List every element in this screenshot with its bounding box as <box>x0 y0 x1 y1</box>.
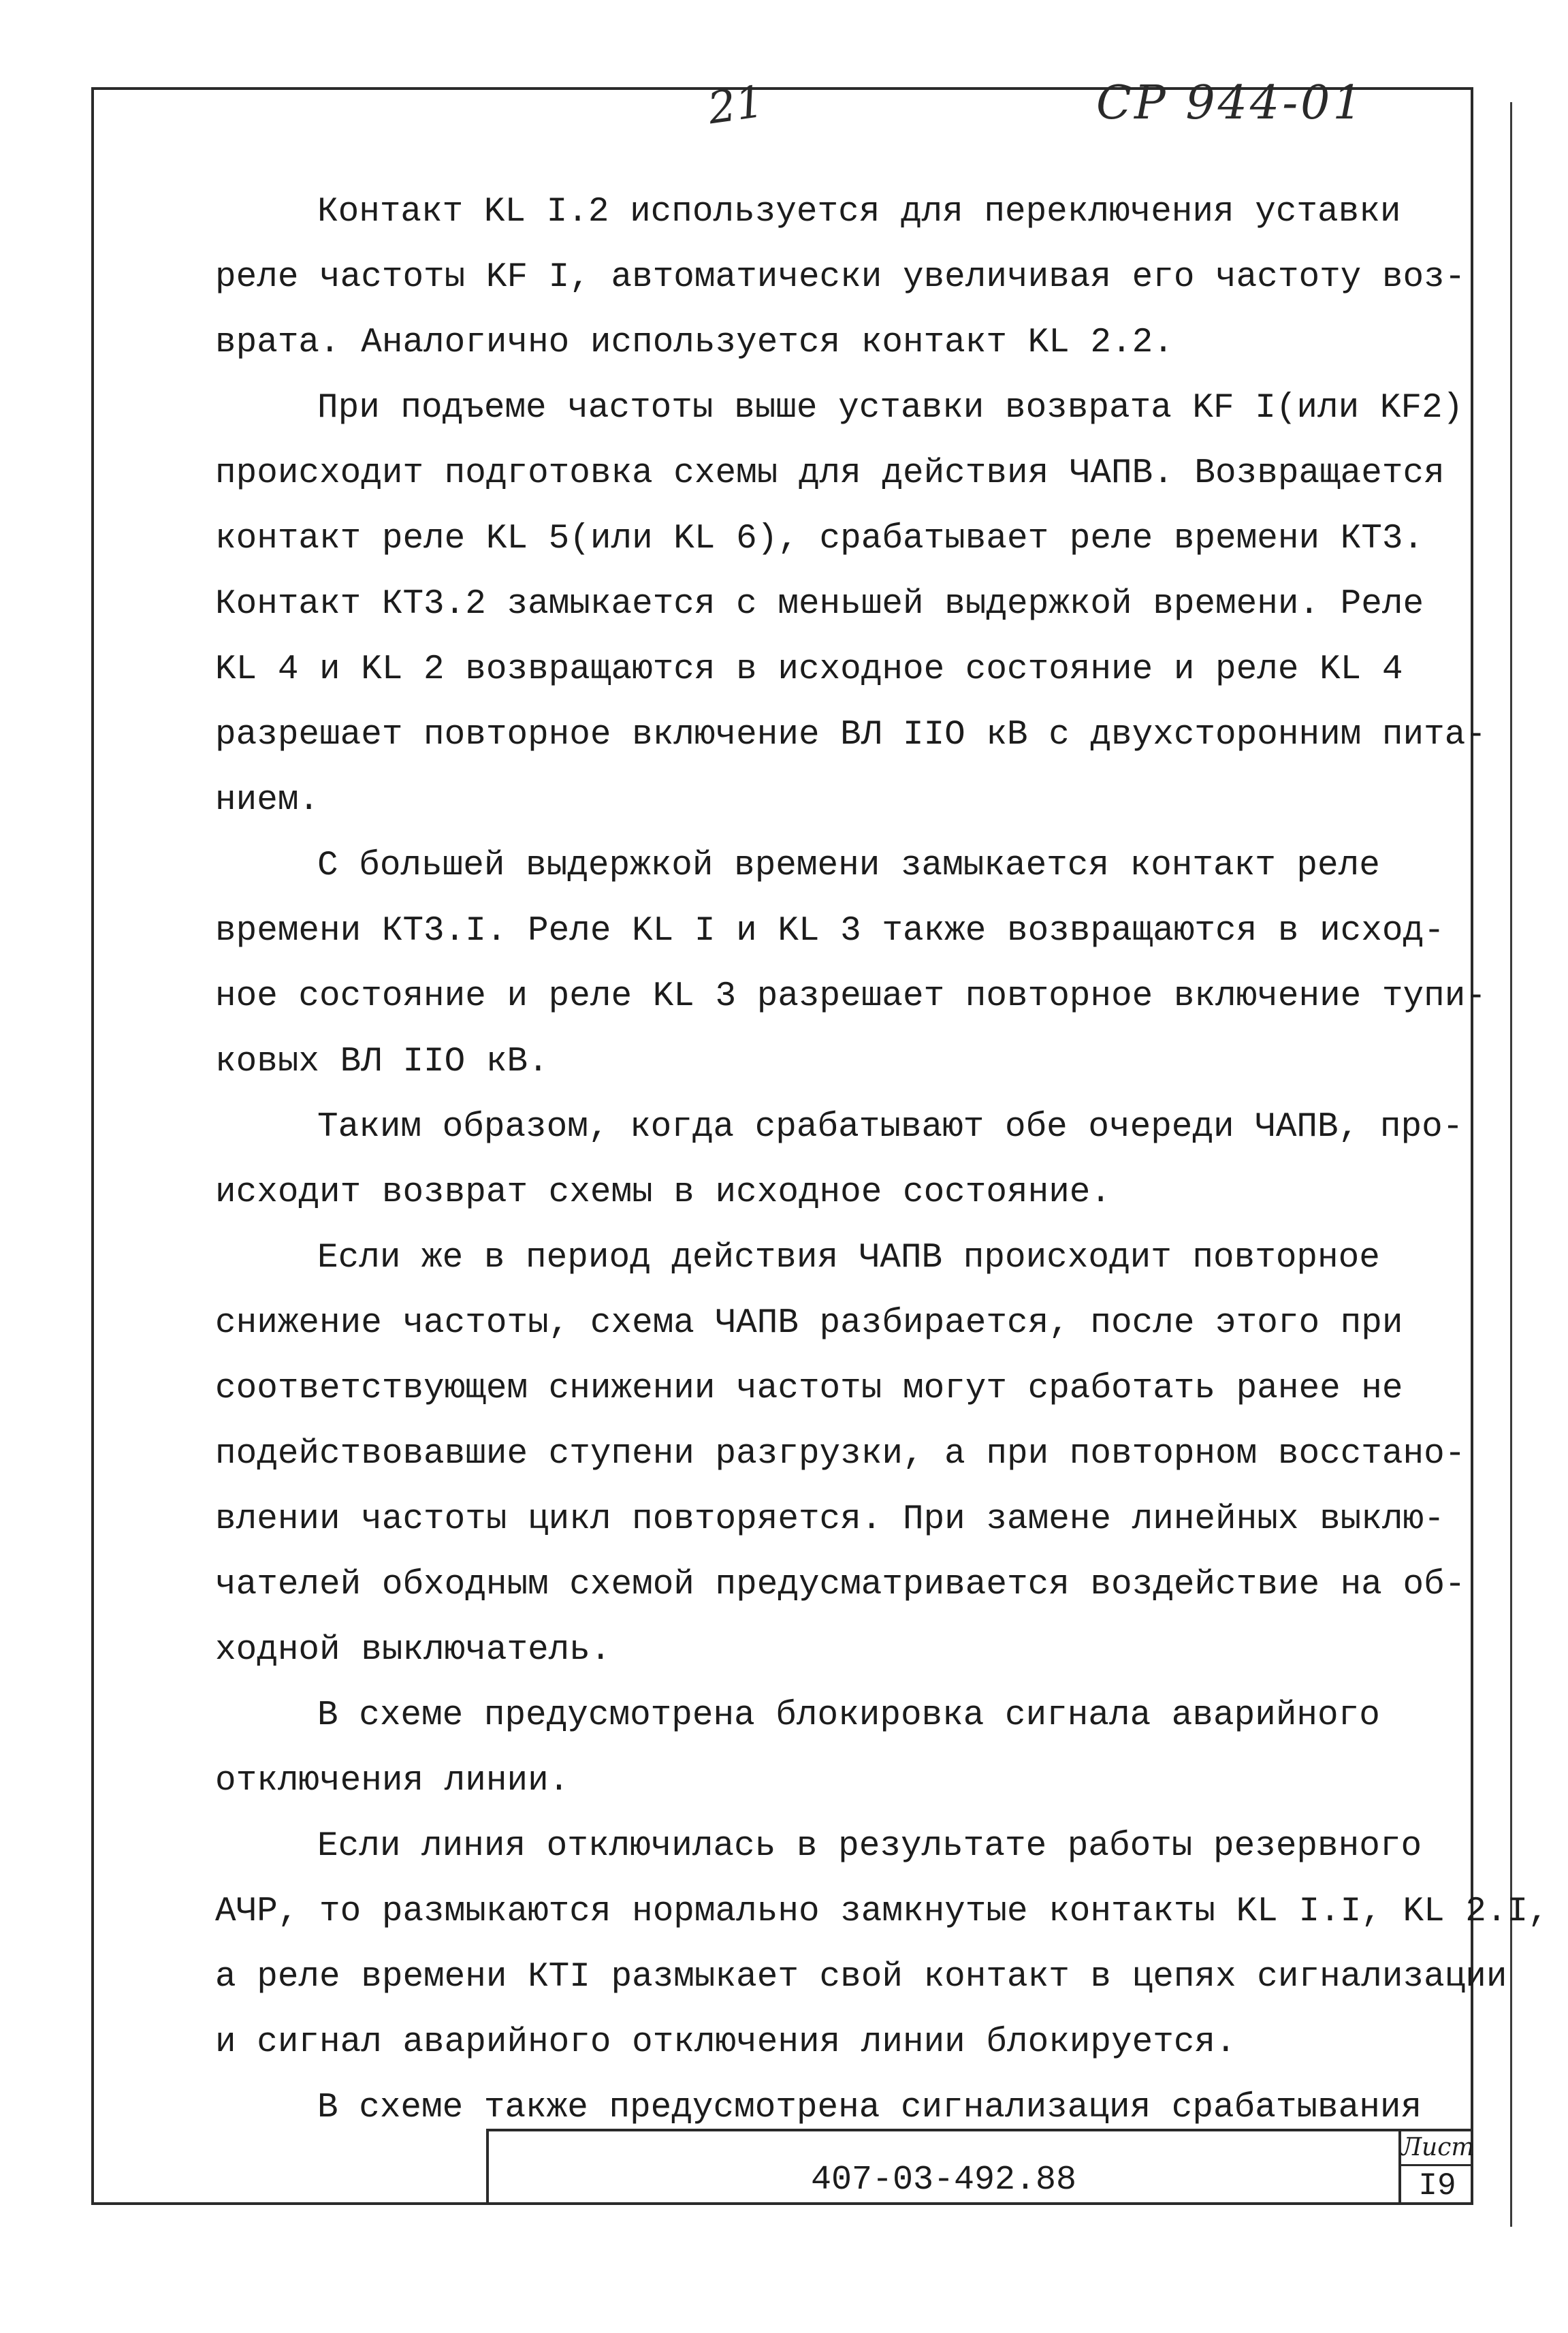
text-line: разрешает повторное включение ВЛ IIO кВ с двухсторонним пита- <box>215 716 1486 755</box>
sheet-label: Лист <box>1401 2131 1473 2166</box>
text-line: исходит возврат схемы в исходное состояние. <box>215 1173 1112 1212</box>
text-line: Таким образом, когда срабатывают обе очереди ЧАПВ, про- <box>317 1108 1464 1147</box>
text-line: KL 4 и KL 2 возвращаются в исходное состояние и реле KL 4 <box>215 650 1403 689</box>
text-line: чателей обходным схемой предусматривается воздействие на об- <box>215 1566 1466 1604</box>
text-line: При подъеме частоты выше уставки возврата KF I(или KF2) <box>317 389 1464 428</box>
text-line: подействовавшие ступени разгрузки, а при повторном восстано- <box>215 1435 1466 1474</box>
text-line: Если линия отключилась в результате работы резервного <box>317 1827 1422 1866</box>
text-line: происходит подготовка схемы для действия ЧАПВ. Возвращается <box>215 454 1445 493</box>
text-line: ходной выключатель. <box>215 1631 611 1670</box>
text-line: отключения линии. <box>215 1762 570 1800</box>
text-line: реле частоты KF I, автоматически увеличивая его частоту воз- <box>215 258 1466 297</box>
text-line: АЧР, то размыкаются нормально замкнутые контакты KL I.I, KL 2.I, <box>215 1892 1549 1931</box>
text-line: и сигнал аварийного отключения линии блокируется. <box>215 2023 1236 2062</box>
text-line: а реле времени КТI размыкает свой контакт в цепях сигнализации <box>215 1958 1507 1997</box>
page-number-handwritten: 21 <box>705 76 767 135</box>
text-line: влении частоты цикл повторяется. При замене линейных выклю- <box>215 1500 1445 1539</box>
text-line: Контакт КТ3.2 замыкается с меньшей выдержкой времени. Реле <box>215 585 1424 624</box>
text-line: В схеме также предусмотрена сигнализация срабатывания <box>317 2089 1422 2127</box>
document-number: 407-03-492.88 <box>810 2161 1077 2200</box>
text-line: снижение частоты, схема ЧАПВ разбирается, после этого при <box>215 1304 1403 1343</box>
document-code-handwritten: СР 944-01 <box>1096 76 1365 130</box>
text-line: врата. Аналогично используется контакт KL 2.2. <box>215 323 1174 362</box>
text-line: ковых ВЛ IIO кВ. <box>215 1043 549 1081</box>
title-block <box>486 2129 1473 2205</box>
text-line: контакт реле KL 5(или KL 6), срабатывает реле времени КТ3. <box>215 520 1424 558</box>
text-line: ное состояние и реле KL 3 разрешает повторное включение тупи- <box>215 977 1486 1016</box>
text-line: соответствующем снижении частоты могут сработать ранее не <box>215 1369 1403 1408</box>
text-line: Если же в период действия ЧАПВ происходит повторное <box>317 1239 1380 1277</box>
sheet-number: I9 <box>1418 2168 1456 2204</box>
text-line: нием. <box>215 781 320 820</box>
sheet-cell <box>1398 2131 1473 2205</box>
text-line: времени КТ3.I. Реле KL I и KL 3 также возвращаются в исход- <box>215 912 1445 951</box>
text-line: С большей выдержкой времени замыкается контакт реле <box>317 846 1380 885</box>
text-line: В схеме предусмотрена блокировка сигнала аварийного <box>317 1696 1380 1735</box>
text-line: Контакт KL I.2 используется для переключения уставки <box>317 193 1401 232</box>
